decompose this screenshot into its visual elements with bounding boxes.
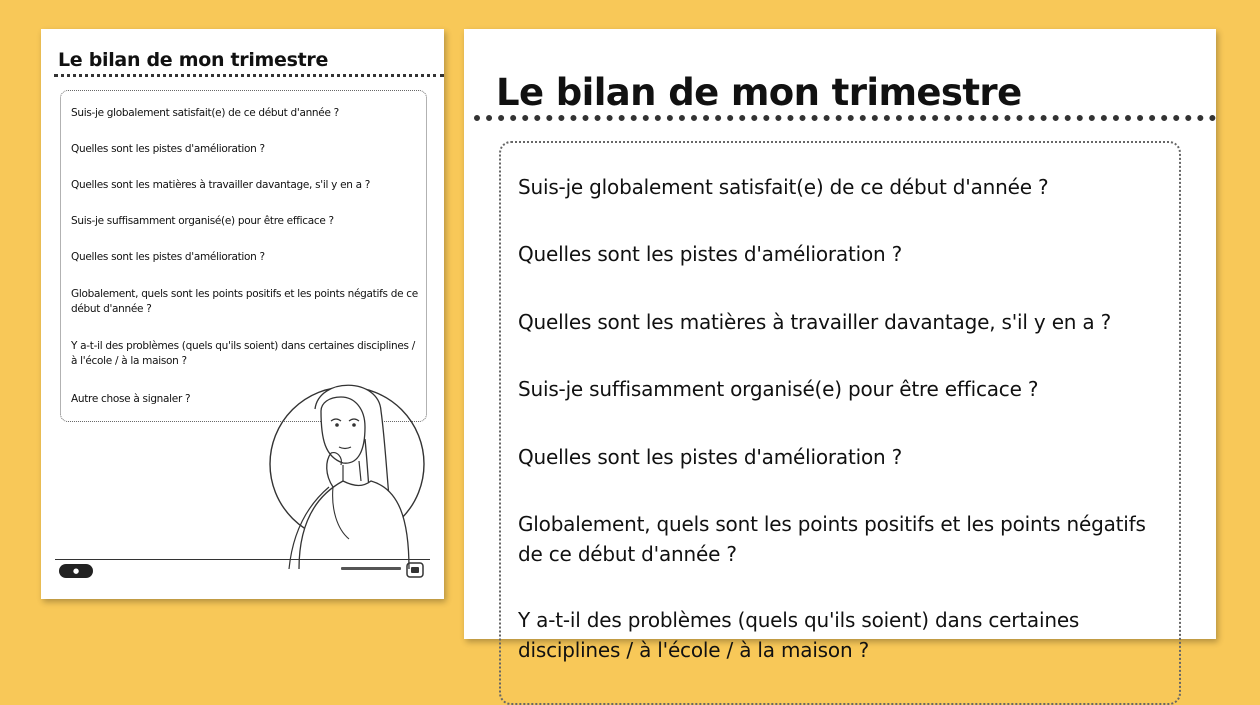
thumbnail-footer-text — [341, 567, 401, 570]
thumbnail-question: Quelles sont les pistes d'amélioration ? — [71, 143, 265, 155]
girl-thinking-icon — [259, 369, 444, 569]
worksheet-thumbnail — [41, 29, 444, 599]
badge-icon — [405, 561, 425, 579]
question-item: Y a-t-il des problèmes (quels qu'ils soient) dans certaines disciplines / à l'école / à la maison ? — [518, 608, 1080, 662]
thumbnail-question: Quelles sont les pistes d'amélioration ? — [71, 251, 265, 263]
question-item: Quelles sont les matières à travailler davantage, s'il y en a ? — [518, 310, 1112, 334]
twinkl-logo-icon: ● — [59, 564, 93, 578]
question-item: Quelles sont les pistes d'amélioration ? — [518, 242, 903, 266]
thumbnail-dotted-divider — [54, 74, 444, 77]
thumbnail-footer-line — [55, 559, 430, 560]
question-item: Globalement, quels sont les points positifs et les points négatifs de ce début d'année ? — [518, 512, 1146, 566]
thumbnail-question: Quelles sont les matières à travailler davantage, s'il y en a ? — [71, 179, 371, 191]
thumbnail-question: Y a-t-il des problèmes (quels qu'ils soient) dans certaines disciplines / à l'école / à la maison ? — [71, 340, 415, 367]
question-item: Quelles sont les pistes d'amélioration ? — [518, 445, 903, 469]
thumbnail-question: Globalement, quels sont les points positifs et les points négatifs de ce début d'année ? — [71, 288, 418, 315]
thumbnail-question: Autre chose à signaler ? — [71, 393, 191, 405]
question-item: Suis-je suffisamment organisé(e) pour être efficace ? — [518, 377, 1039, 401]
thumbnail-question: Suis-je globalement satisfait(e) de ce début d'année ? — [71, 107, 339, 119]
thumbnail-title: Le bilan de mon trimestre — [58, 49, 329, 71]
question-item: Suis-je globalement satisfait(e) de ce début d'année ? — [518, 175, 1049, 199]
dotted-divider — [474, 115, 1216, 121]
worksheet-zoomed — [464, 29, 1216, 662]
page-title: Le bilan de mon trimestre — [496, 71, 1022, 114]
thumbnail-question: Suis-je suffisamment organisé(e) pour être efficace ? — [71, 215, 334, 227]
